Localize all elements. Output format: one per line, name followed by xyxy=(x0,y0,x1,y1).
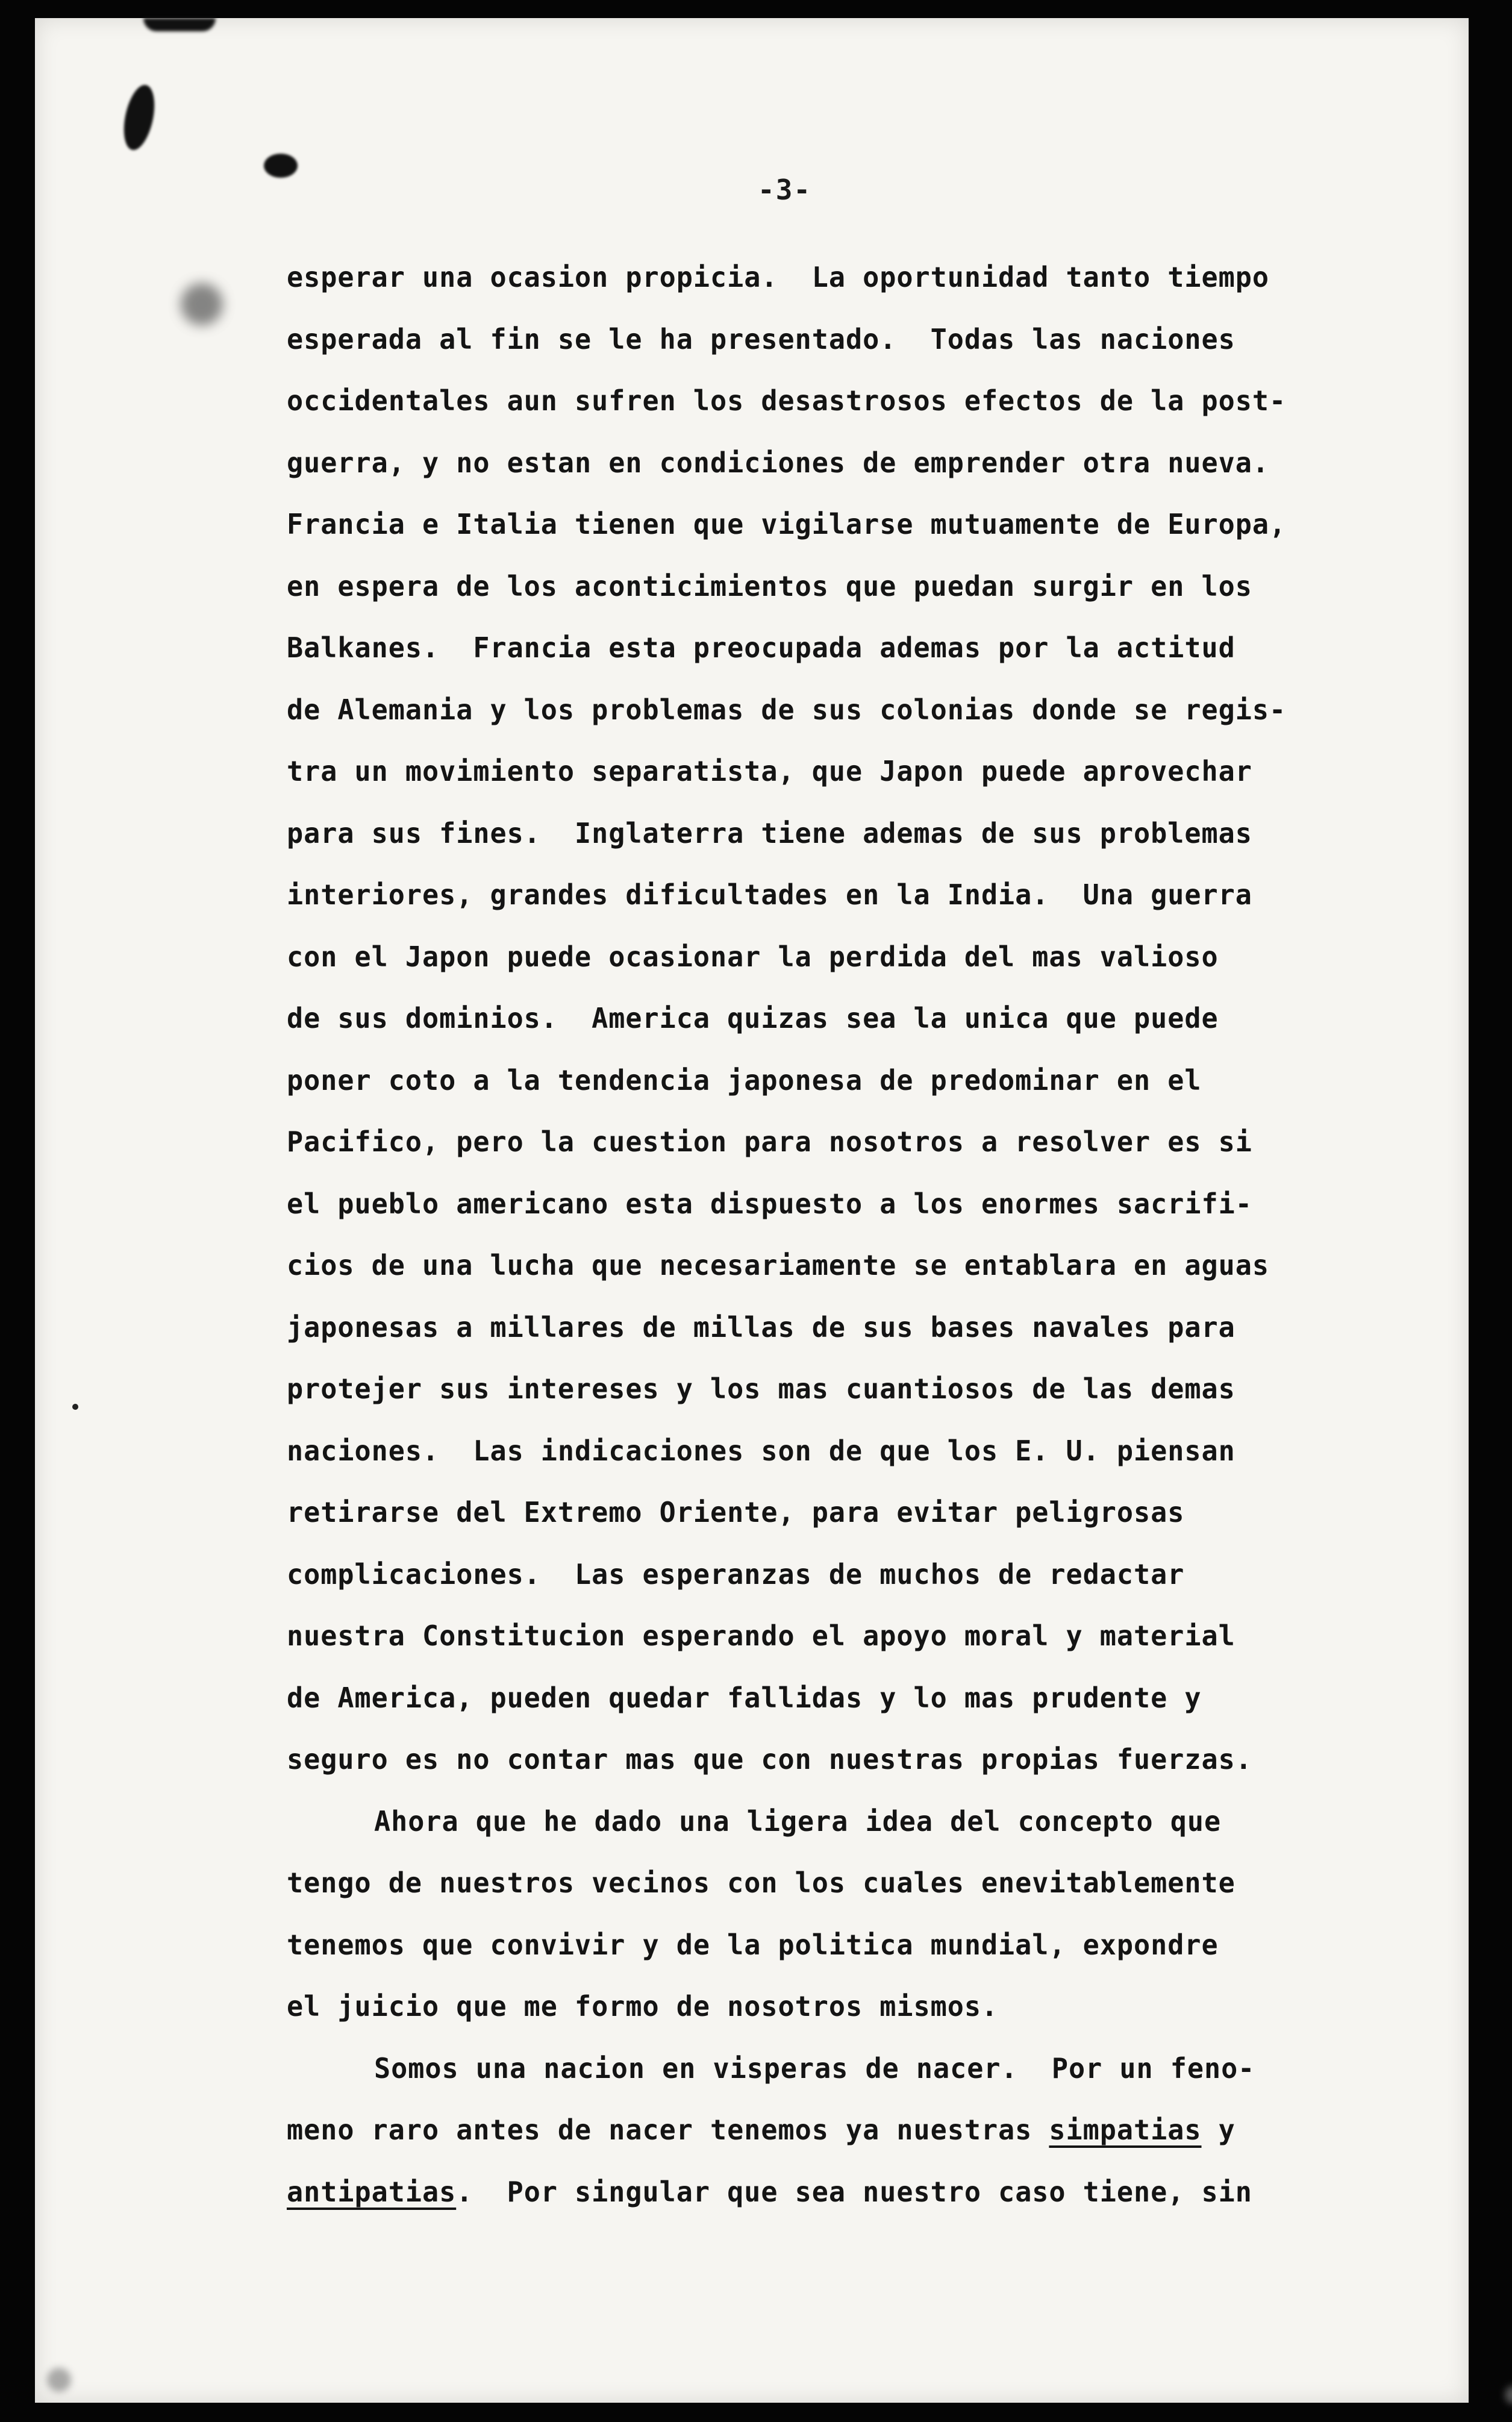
text-line: Ahora que he dado una ligera idea del concepto que xyxy=(374,1804,1222,1838)
text-line: occidentales aun sufren los desastrosos efectos de la post- xyxy=(287,384,1287,417)
text-segment: y xyxy=(1201,2114,1236,2146)
text-line: Pacifico, pero la cuestion para nosotros a resolver es si xyxy=(287,1125,1252,1158)
text-line: guerra, y no estan en condiciones de emprender otra nueva. xyxy=(287,446,1269,479)
ink-smudge xyxy=(181,283,223,325)
text-line: poner coto a la tendencia japonesa de predominar en el xyxy=(287,1063,1202,1097)
text-segment: meno raro antes de nacer tenemos ya nuestras xyxy=(287,2114,1049,2146)
ink-smudge xyxy=(72,1404,78,1410)
ink-smudge xyxy=(143,18,216,31)
text-line: cios de una lucha que necesariamente se entablara en aguas xyxy=(287,1249,1269,1281)
text-line: de America, pueden quedar fallidas y lo mas prudente y xyxy=(287,1681,1202,1714)
ink-smudge xyxy=(264,154,298,178)
text-line: protejer sus intereses y los mas cuantiosos de las demas xyxy=(287,1372,1236,1405)
body-text xyxy=(287,259,1371,2235)
ink-smudge xyxy=(47,2368,71,2392)
text-line: tra un movimiento separatista, que Japon puede aprovechar xyxy=(287,755,1252,787)
underlined-word: antipatias xyxy=(287,2175,457,2208)
text-line: seguro es no contar mas que con nuestras propias fuerzas. xyxy=(287,1743,1252,1776)
text-line: de sus dominios. America quizas sea la unica que puede xyxy=(287,1002,1219,1034)
text-line: japonesas a millares de millas de sus bases navales para xyxy=(287,1310,1236,1344)
underlined-word: simpatias xyxy=(1049,2114,1202,2146)
text-line xyxy=(287,2112,1349,2174)
text-line: de Alemania y los problemas de sus colonias donde se regis- xyxy=(287,693,1287,726)
text-line: esperada al fin se le ha presentado. Todas las naciones xyxy=(287,322,1236,355)
text-line xyxy=(287,2174,1349,2236)
page-number: -3- xyxy=(758,174,812,206)
text-line: Somos una nacion en visperas de nacer. Por un feno- xyxy=(374,2051,1255,2085)
text-line: Balkanes. Francia esta preocupada ademas por la actitud xyxy=(287,631,1236,664)
text-line: complicaciones. Las esperanzas de muchos de redactar xyxy=(287,1557,1185,1591)
text-line: para sus fines. Inglaterra tiene ademas de sus problemas xyxy=(287,816,1252,850)
text-line: en espera de los aconticimientos que puedan surgir en los xyxy=(287,569,1252,602)
text-line: tenemos que convivir y de la politica mundial, expondre xyxy=(287,1928,1219,1961)
text-line: tengo de nuestros vecinos con los cuales enevitablemente xyxy=(287,1867,1236,1899)
text-segment: . Por singular que sea nuestro caso tiene, sin xyxy=(456,2175,1252,2208)
ink-smudge xyxy=(1505,2386,1512,2404)
text-line: esperar una ocasion propicia. La oportunidad tanto tiempo xyxy=(287,261,1269,293)
text-line: interiores, grandes dificultades en la India. Una guerra xyxy=(287,878,1252,911)
ink-smudge xyxy=(119,82,160,152)
text-line: naciones. Las indicaciones son de que los E. U. piensan xyxy=(287,1434,1236,1467)
text-line: nuestra Constitucion esperando el apoyo moral y material xyxy=(287,1619,1236,1652)
text-line: retirarse del Extremo Oriente, para evitar peligrosas xyxy=(287,1496,1185,1529)
text-line: el juicio que me formo de nosotros mismos. xyxy=(287,1990,999,2023)
text-line: con el Japon puede ocasionar la perdida del mas valioso xyxy=(287,940,1219,973)
text-line: el pueblo americano esta dispuesto a los enormes sacrifi- xyxy=(287,1187,1252,1220)
text-line: Francia e Italia tienen que vigilarse mutuamente de Europa, xyxy=(287,508,1287,540)
